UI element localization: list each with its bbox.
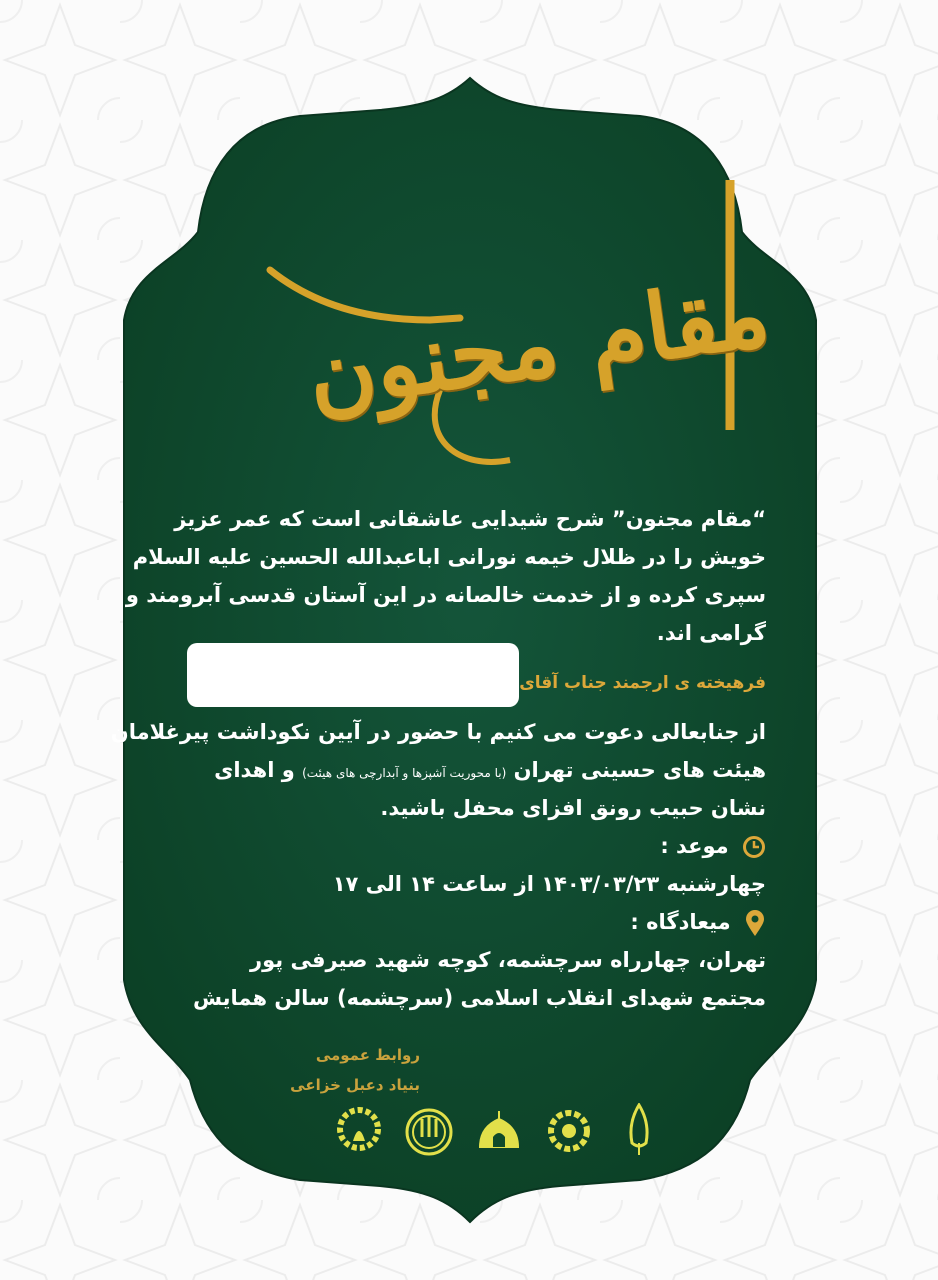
location-pin-icon (744, 909, 766, 937)
venue-label-row (630, 903, 766, 941)
footer-credit (250, 1040, 420, 1100)
invitation-line-3: نشان حبیب رونق افزای محفل باشید. (380, 796, 766, 820)
invitation-line-2-end: و اهدای (214, 758, 295, 782)
time-label-row (660, 827, 766, 865)
intro-line-2: خویش را در ظلال خیمه نورانی اباعبدالله الحسین علیه السلام (132, 545, 766, 569)
invitation-line-2-main: هیئت های حسینی تهران (513, 758, 766, 782)
title-text: مقام مجنون (300, 258, 776, 430)
invitation-line-1: از جنابعالی دعوت می کنیم با حضور در آیین نکوداشت پیرغلامان (110, 720, 766, 744)
footer-line-2: بنیاد دعبل خزاعی (290, 1076, 420, 1094)
intro-line-1: “مقام مجنون” شرح شیدایی عاشقانی است که عمر عزیز (174, 507, 766, 531)
venue-line-1: تهران، چهارراه سرچشمه، کوچه شهید صیرفی پور (250, 948, 766, 972)
sponsor-logo-4 (545, 1109, 593, 1157)
sponsor-logo-5 (615, 1103, 663, 1157)
venue-line-2: مجتمع شهدای انقلاب اسلامی (سرچشمه) سالن همایش (192, 986, 766, 1010)
sponsor-logo-3 (475, 1107, 523, 1157)
intro-line-3: سپری کرده و از خدمت خالصانه در این آستان قدسی آبرومند و (125, 583, 766, 607)
calligraphy-title (260, 170, 780, 490)
sponsor-logos (335, 1103, 663, 1157)
time-label: موعد : (660, 834, 729, 858)
time-value: چهارشنبه ۱۴۰۳/۰۳/۲۳ از ساعت ۱۴ الی ۱۷ (332, 872, 766, 896)
recipient-label: فرهیخته ی ارجمند جناب آقای (519, 673, 766, 693)
sponsor-logo-1 (335, 1107, 383, 1157)
sponsor-logo-2 (405, 1107, 453, 1157)
invitation-note: (با محوریت آشپزها و آبدارچی های هیئت) (302, 766, 507, 780)
recipient-name-field[interactable] (187, 643, 519, 707)
footer-line-1: روابط عمومی (315, 1046, 420, 1064)
venue-label: میعادگاه : (630, 910, 731, 934)
clock-icon (742, 835, 766, 859)
intro-line-4: گرامی اند. (656, 621, 766, 645)
invitation-line-2 (214, 751, 766, 792)
